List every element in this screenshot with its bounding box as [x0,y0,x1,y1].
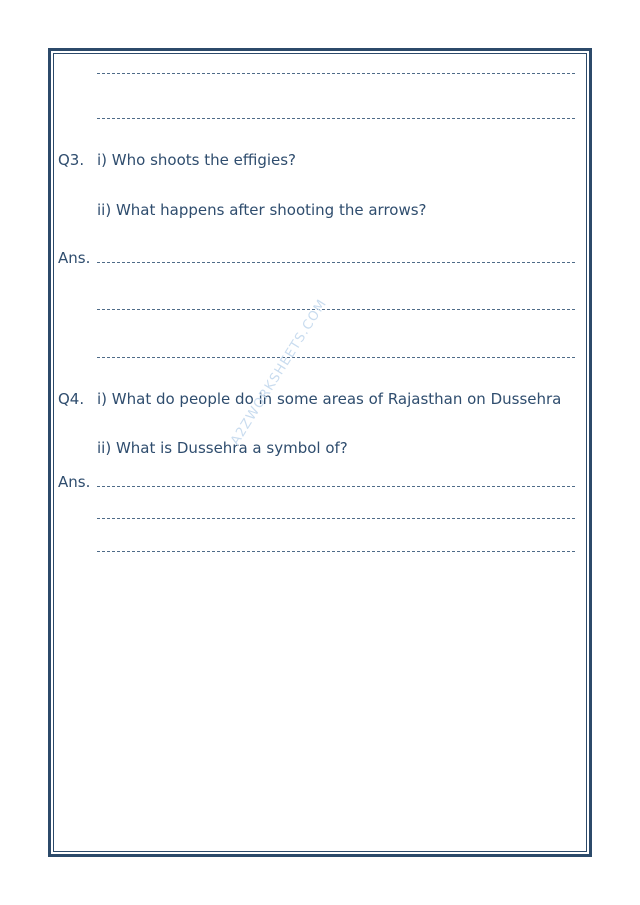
answer-line[interactable] [97,518,575,519]
question-q4-part-2: ii) What is Dussehra a symbol of? [97,439,348,457]
answer-line[interactable] [97,118,575,119]
question-number-q3: Q3. [58,151,85,169]
answer-line[interactable] [97,357,575,358]
answer-label-q3: Ans. [58,249,91,267]
answer-line[interactable] [97,262,575,263]
watermark: A2ZWORKSHEETS.COM [228,296,331,448]
answer-label-q4: Ans. [58,473,91,491]
answer-line[interactable] [97,486,575,487]
question-q3-part-1: i) Who shoots the effigies? [97,151,297,169]
answer-line[interactable] [97,309,575,310]
question-number-q4: Q4. [58,390,85,408]
answer-line[interactable] [97,551,575,552]
answer-line[interactable] [97,73,575,74]
question-q3-part-2: ii) What happens after shooting the arrows? [97,201,427,219]
question-q4-part-1: i) What do people do in some areas of Rajasthan on Dussehra [97,390,562,408]
